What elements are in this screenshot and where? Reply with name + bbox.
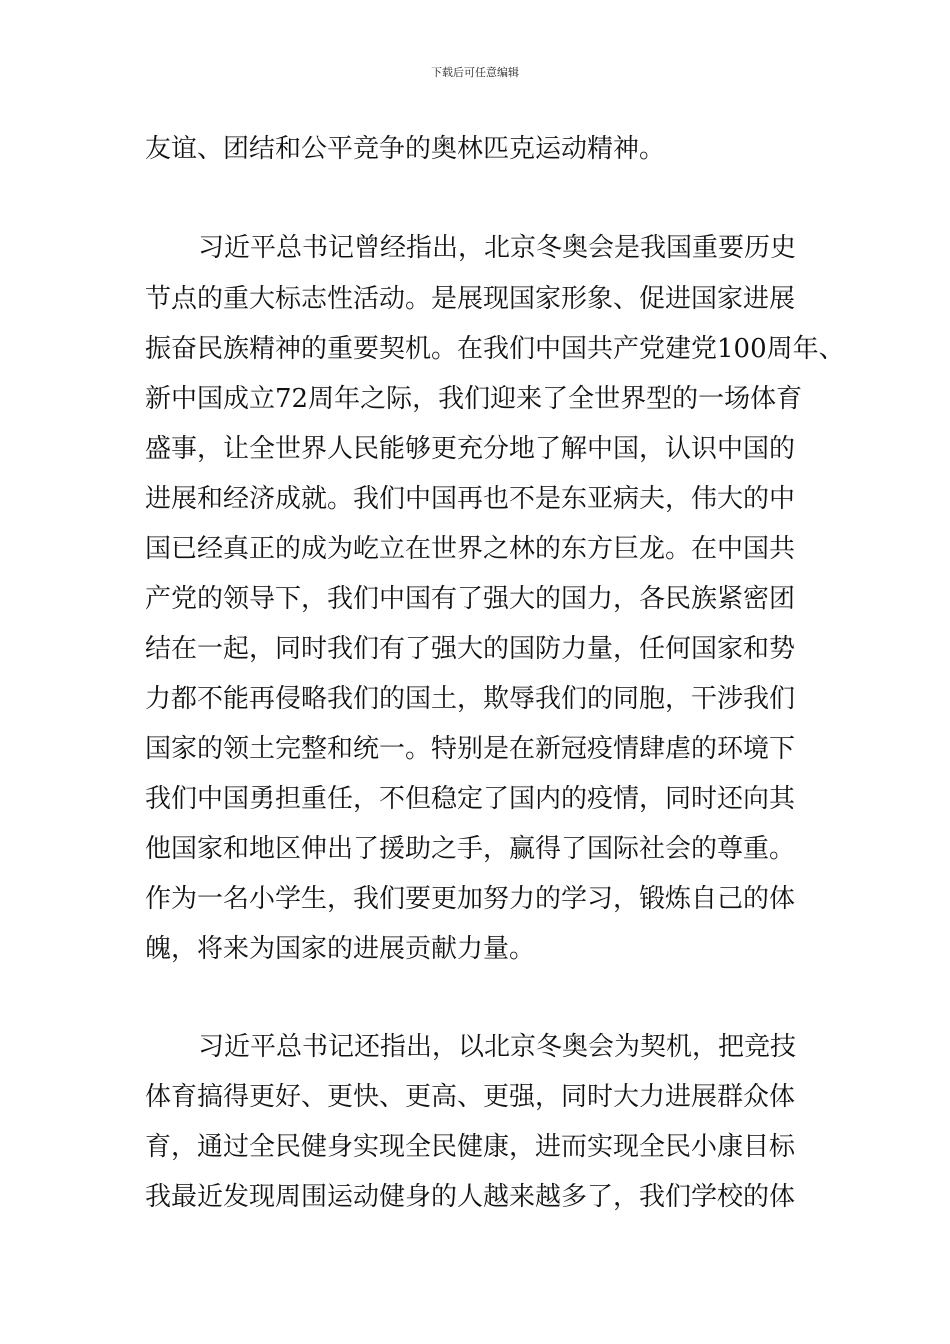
text-line: 节点的重大标志性活动。是展现国家形象、促进国家进展 bbox=[145, 284, 796, 314]
text-line: 育，通过全民健身实现全民健康，进而实现全民小康目标 bbox=[145, 1132, 796, 1162]
text-line: 友谊、团结和公平竞争的奥林匹克运动精神。 bbox=[145, 134, 666, 164]
text-line: 进展和经济成就。我们中国再也不是东亚病夫，伟大的中 bbox=[145, 484, 796, 514]
text-line: 国已经真正的成为屹立在世界之林的东方巨龙。在中国共 bbox=[145, 534, 796, 564]
paragraph-first-line: 习近平总书记还指出，以北京冬奥会为契机，把竞技 bbox=[198, 1032, 797, 1062]
paragraph-first-line: 习近平总书记曾经指出，北京冬奥会是我国重要历史 bbox=[198, 233, 797, 263]
text-line: 我最近发现周围运动健身的人越来越多了，我们学校的体 bbox=[145, 1182, 796, 1212]
text-line: 国家的领土完整和统一。特别是在新冠疫情肆虐的环境下 bbox=[145, 734, 796, 764]
text-line: 他国家和地区伸出了援助之手，赢得了国际社会的尊重。 bbox=[145, 834, 796, 864]
text-line: 体育搞得更好、更快、更高、更强，同时大力进展群众体 bbox=[145, 1082, 796, 1112]
page-header-note: 下载后可任意编辑 bbox=[431, 66, 519, 79]
text-line: 新中国成立72周年之际，我们迎来了全世界型的一场体育 bbox=[145, 384, 803, 414]
text-line: 振奋民族精神的重要契机。在我们中国共产党建党100周年、 bbox=[145, 334, 845, 364]
text-line: 产党的领导下，我们中国有了强大的国力，各民族紧密团 bbox=[145, 584, 796, 614]
text-line: 力都不能再侵略我们的国土，欺辱我们的同胞，干涉我们 bbox=[145, 684, 796, 714]
text-line: 作为一名小学生，我们要更加努力的学习，锻炼自己的体 bbox=[145, 884, 796, 914]
text-line: 我们中国勇担重任，不但稳定了国内的疫情，同时还向其 bbox=[145, 784, 796, 814]
text-line: 结在一起，同时我们有了强大的国防力量，任何国家和势 bbox=[145, 634, 796, 664]
text-line: 魄，将来为国家的进展贡献力量。 bbox=[145, 934, 536, 964]
text-line: 盛事，让全世界人民能够更充分地了解中国，认识中国的 bbox=[145, 434, 796, 464]
